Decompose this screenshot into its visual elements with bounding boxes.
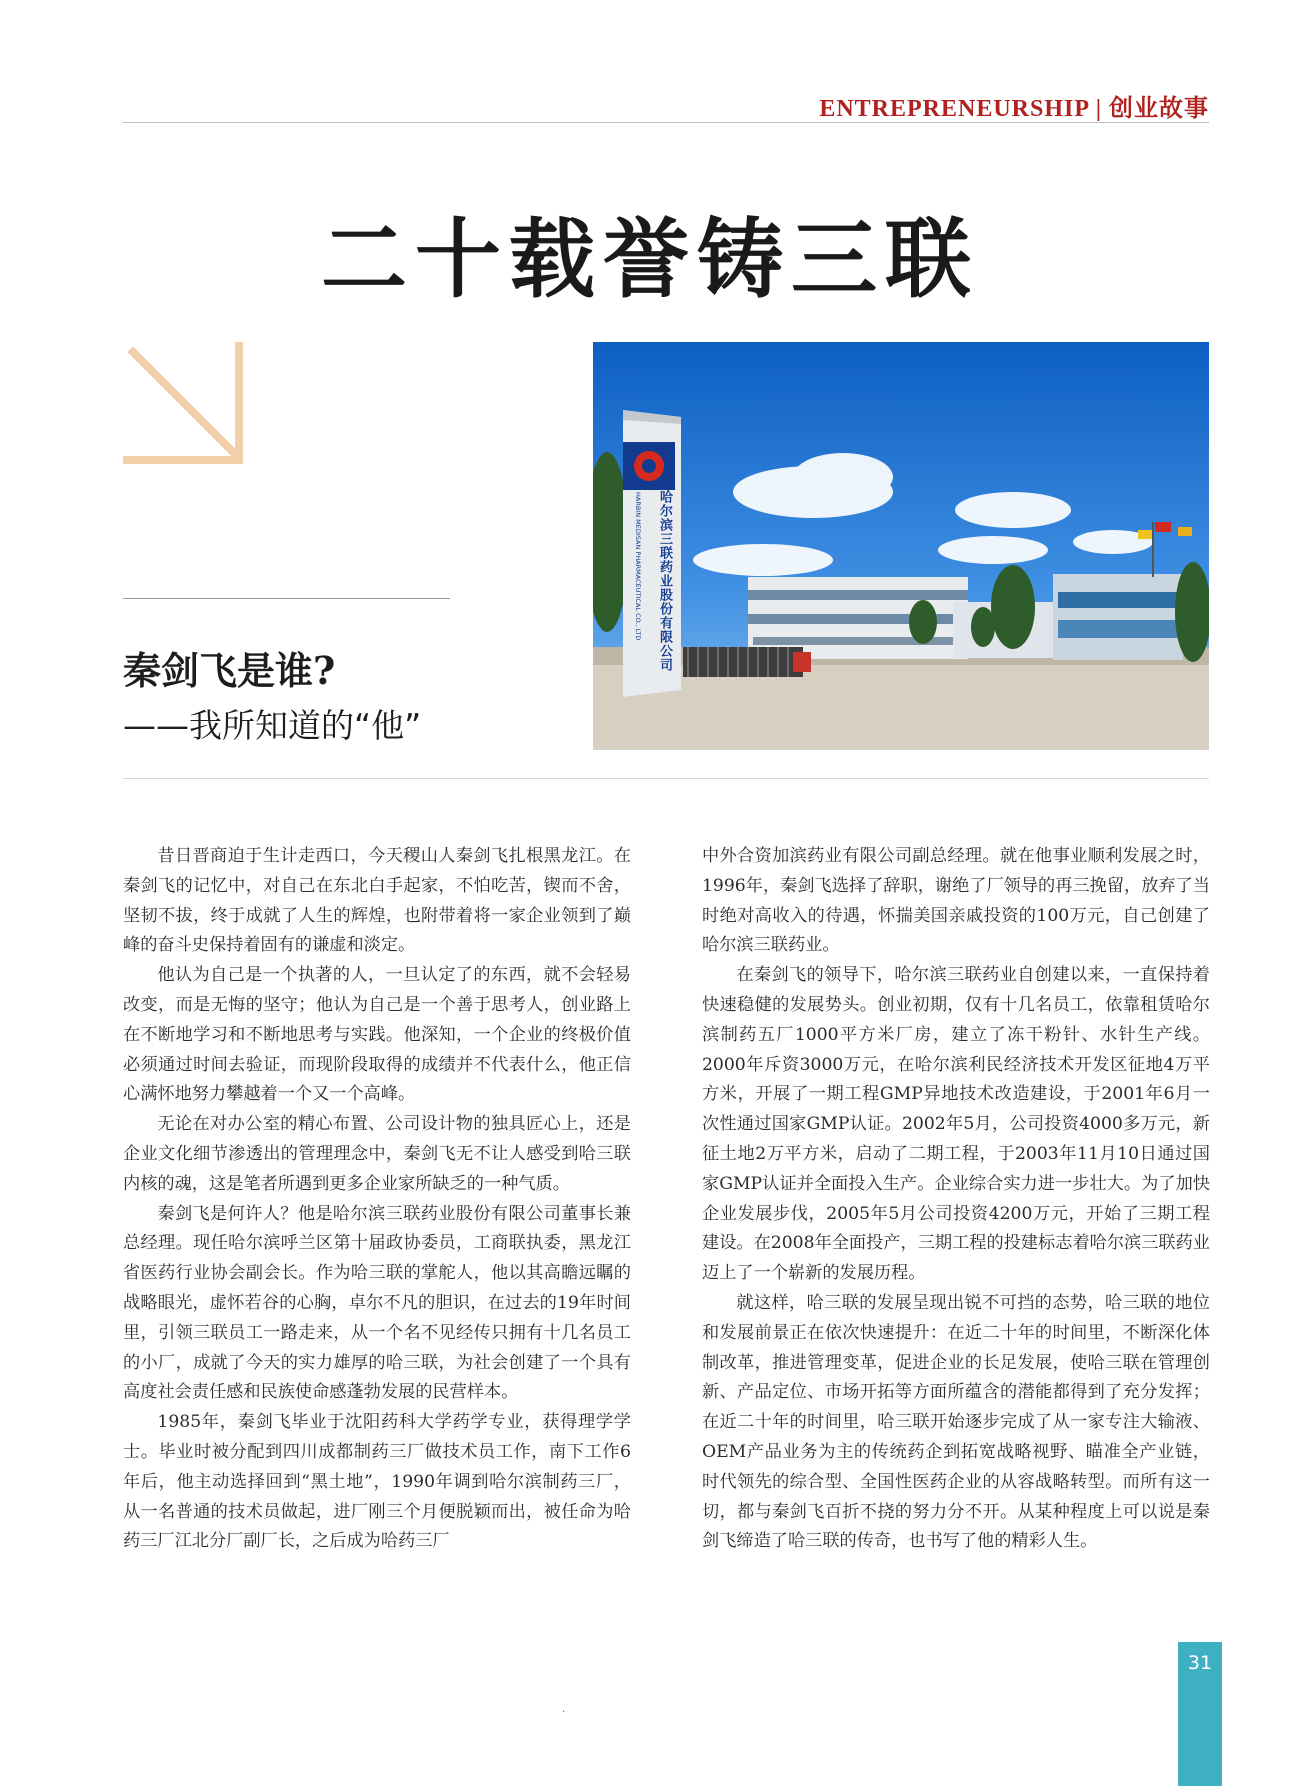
paragraph: 秦剑飞是何许人？他是哈尔滨三联药业股份有限公司董事长兼总经理。现任哈尔滨呼兰区第十届政协委员，工商联执委，黑龙江省医药行业协会副会长。作为哈三联的掌舵人，他以其高瞻远瞩的战略眼光，虚怀若谷的心胸，卓尔不凡的胆识，在过去的19年时间里，引领三联员工一路走来，从一个名不见经传只拥有十几名员工的小厂，成就了今天的实力雄厚的哈三联，为社会创建了一个具有高度社会责任感和民族使命感蓬勃发展的民营样本。 [123,1203,631,1403]
article-column-left [123,842,631,1557]
section-header-en: ENTREPRENEURSHIP [819,96,1089,122]
header-divider [123,122,1209,123]
paragraph: 1985年，秦剑飞毕业于沈阳药科大学药学专业，获得理学学士。毕业时被分配到四川成都制药三厂做技术员工作，南下工作6年后，他主动选择回到“黑土地”，1990年调到哈尔滨制药三厂，从一名普通的技术员做起，进厂刚三个月便脱颖而出，被任命为哈药三厂江北分厂副厂长，之后成为哈药三厂 [123,1412,631,1552]
arrow-down-right-icon [123,342,247,466]
subhead-divider [123,598,450,599]
section-header [819,88,1209,123]
body-divider [123,778,1209,779]
footer-dot: . [562,1704,566,1715]
section-header-cn: 创业故事 [1109,96,1209,122]
sign-text-en: HARBIN MEDISAN PHARMACEUTICAL CO., LTD [634,492,642,641]
paragraph: 他认为自己是一个执著的人，一旦认定了的东西，就不会轻易改变，而是无悔的坚守；他认为自己是一个善于思考人，创业路上在不断地学习和不断地思考与实践。他深知，一个企业的终极价值必须通过时间去验证，而现阶段取得的成绩并不代表什么，他正信心满怀地努力攀越着一个又一个高峰。 [123,965,631,1105]
page-number-tab [1178,1642,1222,1786]
paragraph: 在秦剑飞的领导下，哈尔滨三联药业自创建以来，一直保持着快速稳健的发展势头。创业初期，仅有十几名员工，依靠租赁哈尔滨制药五厂1000平方米厂房，建立了冻干粉针、水针生产线。2000年斥资3000万元，在哈尔滨利民经济技术开发区征地4万平方米，开展了一期工程GMP异地技术改造建设，于2001年6月一次性通过国家GMP认证。2002年5月，公司投资4000多万元，新征土地2万平方米，启动了二期工程，于2003年11月10日通过国家GMP认证并全面投入生产。企业综合实力进一步壮大。为了加快企业发展步伐，2005年5月公司投资4200万元，开始了三期工程建设。在2008年全面投产，三期工程的投建标志着哈尔滨三联药业迈上了一个崭新的发展历程。 [702,965,1210,1284]
section-header-separator: | [1095,96,1102,122]
article-subhead-tagline: ——我所知道的“他” [123,706,422,745]
article-column-right [702,842,1210,1557]
paragraph: 无论在对办公室的精心布置、公司设计物的独具匠心上，还是企业文化细节渗透出的管理理念中，秦剑飞无不让人感受到哈三联内核的魂，这是笔者所遇到更多企业家所缺乏的一种气质。 [123,1114,631,1194]
article-subhead: 秦剑飞是谁? [123,648,336,693]
page-number: 31 [1187,1652,1213,1674]
paragraph-continuation: 中外合资加滨药业有限公司副总经理。就在他事业顺利发展之时，1996年，秦剑飞选择了辞职，谢绝了厂领导的再三挽留，放弃了当时绝对高收入的待遇，怀揣美国亲戚投资的100万元，自己创建了哈尔滨三联药业。 [702,846,1210,956]
paragraph: 就这样，哈三联的发展呈现出锐不可挡的态势，哈三联的地位和发展前景正在依次快速提升：在近二十年的时间里，不断深化体制改革，推进管理变革，促进企业的长足发展，使哈三联在管理创新、产品定位、市场开拓等方面所蕴含的潜能都得到了充分发挥；在近二十年的时间里，哈三联开始逐步完成了从一家专注大输液、OEM产品业务为主的传统药企到拓宽战略视野、瞄准全产业链，时代领先的综合型、全国性医药企业的从容战略转型。而所有这一切，都与秦剑飞百折不挠的努力分不开。从某种程度上可以说是秦剑飞缔造了哈三联的传奇，也书写了他的精彩人生。 [702,1292,1210,1552]
article-title: 二十载誉铸三联 [321,209,979,310]
sign-text-cn: 哈尔滨三联药业股份有限公司 [657,490,672,672]
paragraph: 昔日晋商迫于生计走西口，今天稷山人秦剑飞扎根黑龙江。在秦剑飞的记忆中，对自己在东北白手起家，不怕吃苦，锲而不舍，坚韧不拔，终于成就了人生的辉煌，也附带着将一家企业领到了巅峰的奋斗史保持着固有的谦虚和淡定。 [123,846,631,956]
company-campus-photo [593,342,1209,750]
